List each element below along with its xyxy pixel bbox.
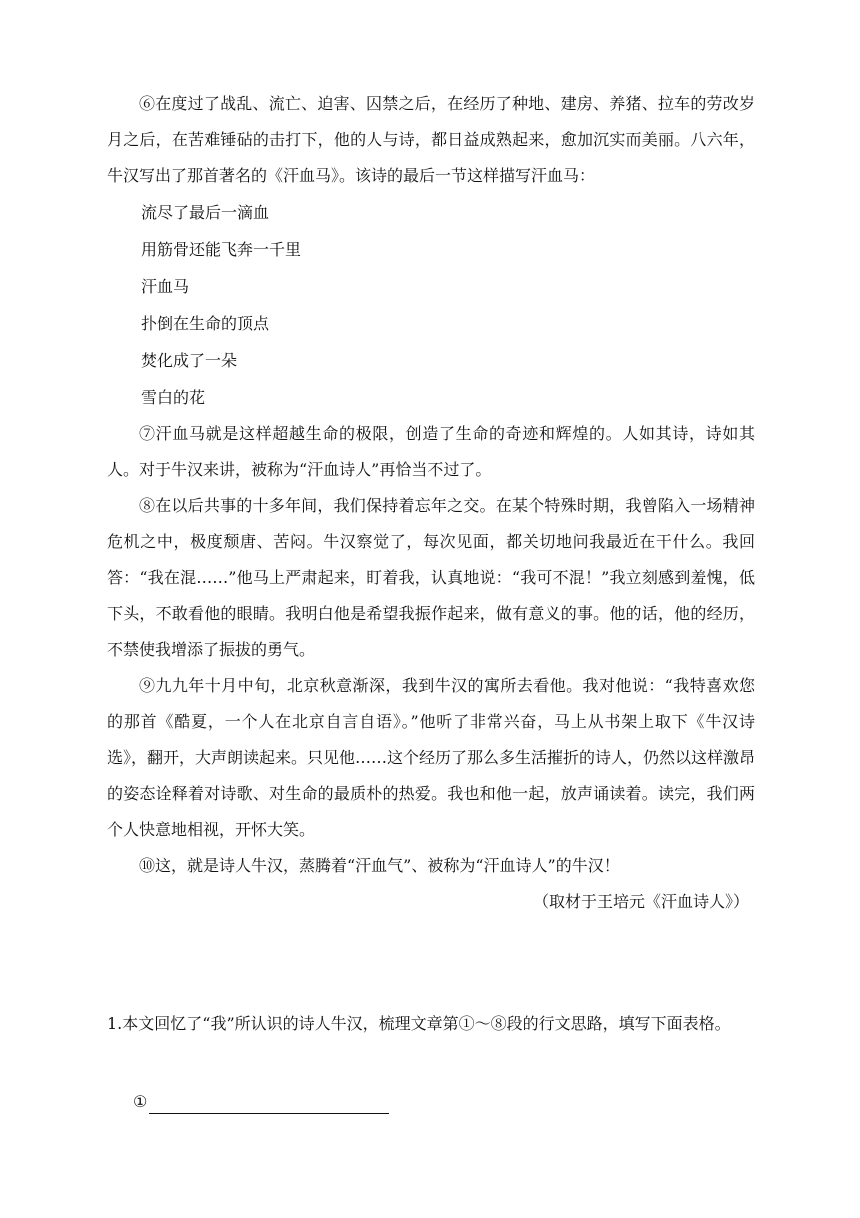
paragraph-9: ⑨九九年十月中旬，北京秋意渐深，我到牛汉的寓所去看他。我对他说：“我特喜欢您的那首《酷夏，一个人在北京自言自语》。”他听了非常兴奋，马上从书架上取下《牛汉诗选》，翻开，大声朗读起来。只见他……这个经历了那么多生活摧折的诗人，仍然以这样激昂的姿态诠释着对诗歌、对生命的最质朴的热爱。我也和他一起，放声诵读着。读完，我们两个人快意地相视，开怀大笑。 — [107, 676, 756, 839]
answer-row-1 — [133, 1090, 389, 1114]
article-body — [107, 86, 755, 920]
poem-line: 焚化成了一朵 — [141, 351, 238, 370]
question-1: 1.本文回忆了“我”所认识的诗人牛汉，梳理文章第①～⑧段的行文思路，填写下面表格。 — [107, 1014, 731, 1033]
paragraph-8: ⑧在以后共事的十多年间，我们保持着忘年之交。在某个特殊时期，我曾陷入一场精神危机之中，极度颓唐、苦闷。牛汉察觉了，每次见面，都关切地问我最近在干什么。我回答：“我在混……”他马上严肃起来，盯着我，认真地说：“我可不混！”我立刻感到羞愧，低下头，不敢看他的眼睛。我明白他是希望我振作起来，做有意义的事。他的话，他的经历，不禁使我增添了振拔的勇气。 — [107, 496, 755, 659]
answer-label: ① — [133, 1092, 148, 1111]
paragraph-7: ⑦汗血马就是这样超越生命的极限，创造了生命的奇迹和辉煌的。人如其诗，诗如其人。对于牛汉来讲，被称为“汗血诗人”再恰当不过了。 — [107, 424, 755, 479]
answer-blank-field[interactable] — [149, 1095, 389, 1114]
poem-line: 雪白的花 — [141, 388, 206, 407]
paragraph-6: ⑥在度过了战乱、流亡、迫害、囚禁之后，在经历了种地、建房、养猪、拉车的劳改岁月之后，在苦难锤砧的击打下，他的人与诗，都日益成熟起来，愈加沉实而美丽。八六年，牛汉写出了那首著名的《汗血马》。该诗的最后一节这样描写汗血马： — [107, 94, 755, 185]
poem-excerpt — [107, 194, 755, 416]
paragraph-10: ⑩这，就是诗人牛汉，蒸腾着“汗血气”、被称为“汗血诗人”的牛汉！ — [139, 856, 620, 875]
poem-line: 汗血马 — [141, 277, 190, 296]
source-citation: （取材于王培元《汗血诗人》） — [532, 892, 749, 911]
poem-line: 扑倒在生命的顶点 — [141, 314, 270, 333]
poem-line: 用筋骨还能飞奔一千里 — [141, 240, 302, 259]
poem-line: 流尽了最后一滴血 — [141, 203, 270, 222]
